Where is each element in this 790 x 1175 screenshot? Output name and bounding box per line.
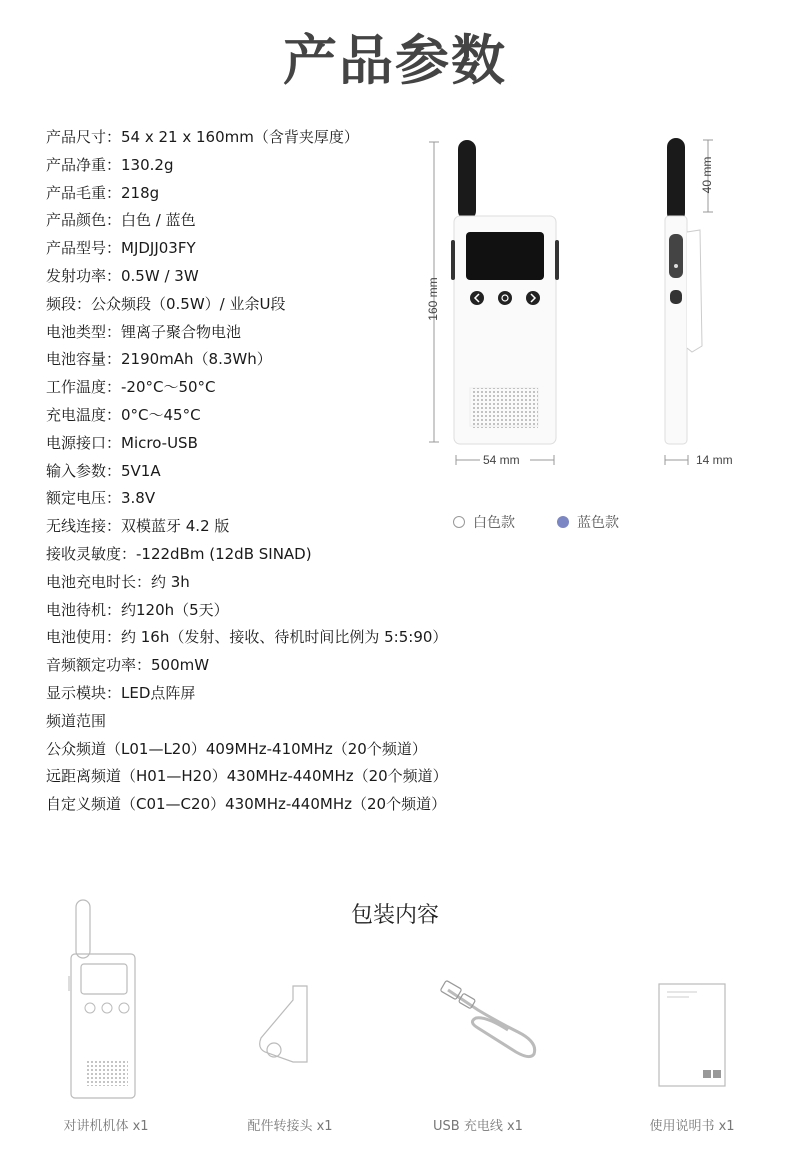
blue-swatch-icon (557, 516, 569, 528)
spec-row: 电池充电时长：约 3h (46, 572, 190, 591)
spec-row: 产品颜色：白色 / 蓝色 (46, 211, 196, 230)
spec-row: 无线连接：双模蓝牙 4.2 版 (46, 517, 230, 536)
package-item-label: 对讲机机体 x1 (63, 1119, 149, 1134)
color-option-label: 蓝色款 (577, 515, 619, 531)
package-item-label: 配件转接头 x1 (247, 1119, 333, 1134)
spec-row: 电池类型：锂离子聚合物电池 (46, 322, 242, 341)
color-option-white[interactable] (453, 512, 515, 532)
usb-cable-outline-icon (438, 980, 548, 1070)
page-title: 产品参数 (283, 29, 507, 92)
white-swatch-icon (453, 516, 465, 528)
spec-row: 频段：公众频段（0.5W）/ 业余U段 (46, 294, 286, 313)
spec-row: 产品毛重：218g (46, 183, 160, 202)
spec-row: 产品型号：MJDJJ03FY (46, 239, 196, 258)
adapter-outline-icon (255, 980, 315, 1070)
spec-row: 输入参数：5V1A (46, 461, 161, 480)
spec-row: 产品净重：130.2g (46, 155, 174, 174)
spec-row: 充电温度：0°C～45°C (46, 405, 201, 424)
package-title: 包装内容 (350, 903, 439, 928)
spec-row: 自定义频道（C01—C20）430MHz-440MHz（20个频道） (46, 795, 447, 814)
width-dimension-label: 54 mm (483, 453, 520, 467)
spec-row: 额定电压：3.8V (46, 489, 156, 508)
package-item-label: 使用说明书 x1 (649, 1119, 735, 1134)
spec-row: 电池使用：约 16h（发射、接收、待机时间比例为 5:5:90） (46, 628, 448, 647)
walkie-talkie-outline-icon (66, 896, 140, 1102)
walkie-talkie-front-diagram (420, 130, 790, 480)
color-option-label: 白色款 (473, 515, 515, 531)
spec-row: 工作温度：-20°C～50°C (46, 378, 216, 397)
package-item-label: USB 充电线 x1 (433, 1119, 523, 1134)
spec-row: 频道范围 (46, 711, 107, 730)
spec-row: 公众频道（L01—L20）409MHz-410MHz（20个频道） (46, 739, 427, 758)
spec-row: 电源接口：Micro-USB (46, 433, 198, 452)
spec-list (46, 124, 446, 819)
spec-row: 电池容量：2190mAh（8.3Wh） (46, 350, 272, 369)
spec-row: 音频额定功率：500mW (46, 656, 210, 675)
color-option-blue[interactable] (557, 512, 619, 532)
spec-row: 产品尺寸：54 x 21 x 160mm（含背夹厚度） (46, 128, 359, 146)
spec-row: 显示模块：LED点阵屏 (46, 683, 196, 702)
depth-dimension-label: 14 mm (696, 453, 733, 467)
spec-row: 远距离频道（H01—H20）430MHz-440MHz（20个频道） (46, 767, 448, 786)
side-antenna (667, 138, 685, 222)
antenna-dimension-label: 40 mm (700, 156, 714, 194)
spec-row: 接收灵敏度：-122dBm (12dB SINAD) (46, 544, 312, 563)
manual-outline-icon (657, 982, 727, 1088)
spec-row: 电池待机：约120h（5天） (46, 600, 229, 619)
spec-row: 发射功率：0.5W / 3W (46, 266, 199, 285)
height-dimension-label: 160 mm (426, 277, 440, 321)
